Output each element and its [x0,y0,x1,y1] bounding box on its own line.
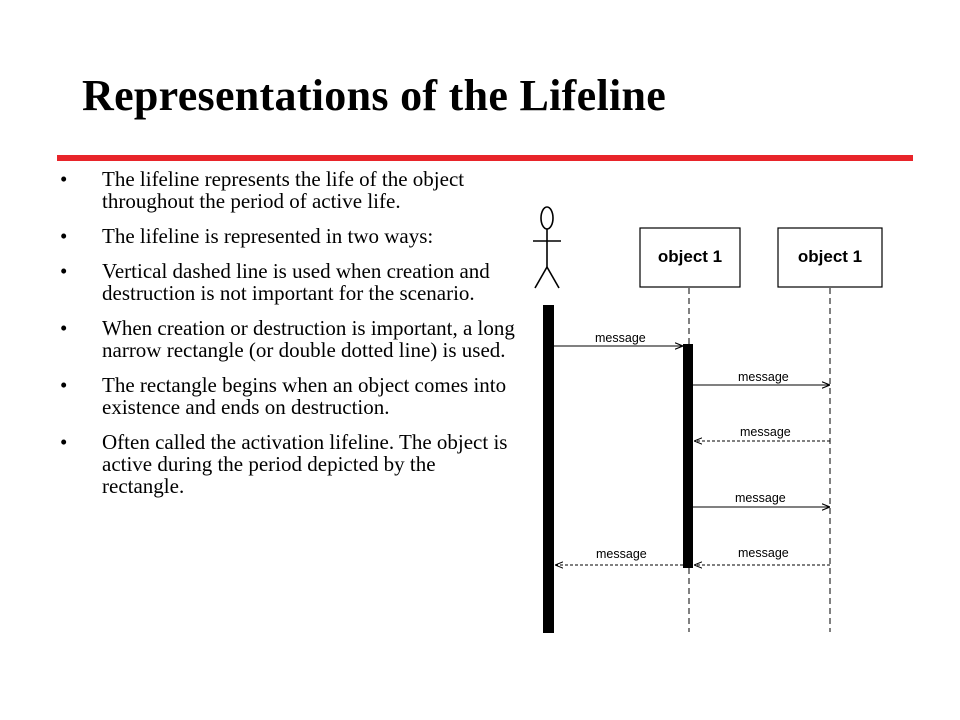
bullet-text: Vertical dashed line is used when creation and destruction is not important for the scenario. [102,259,490,305]
actor-activation-bar [543,305,554,633]
bullet-marker: • [60,316,68,340]
bullet-text: The lifeline represents the life of the object throughout the period of active life. [102,167,465,213]
bullet-marker: • [60,167,68,191]
bullet-text: The lifeline is represented in two ways: [102,224,434,248]
bullet-marker: • [60,373,68,397]
bullet-marker: • [60,259,68,283]
message-label: message [740,425,791,439]
message-label: message [595,331,646,345]
object-label-2: object 1 [797,247,863,266]
message-label: message [738,370,789,384]
bullet-text: Often called the activation lifeline. The object is active during the period depicted by the rectangle. [102,430,508,498]
slide-title: Representations of the Lifeline [82,71,667,120]
message-label: message [738,546,789,560]
bullet-text: When creation or destruction is important, a long narrow rectangle (or double dotted line) is used. [102,316,515,362]
message-label: message [735,491,786,505]
object-1-activation-bar [683,344,693,568]
bullet-marker: • [60,430,68,454]
message-label: message [596,547,647,561]
bullet-marker: • [60,224,68,248]
object-label-1: object 1 [657,247,723,266]
bullet-text: The rectangle begins when an object comes into existence and ends on destruction. [102,373,507,419]
actor-icon [533,207,561,288]
